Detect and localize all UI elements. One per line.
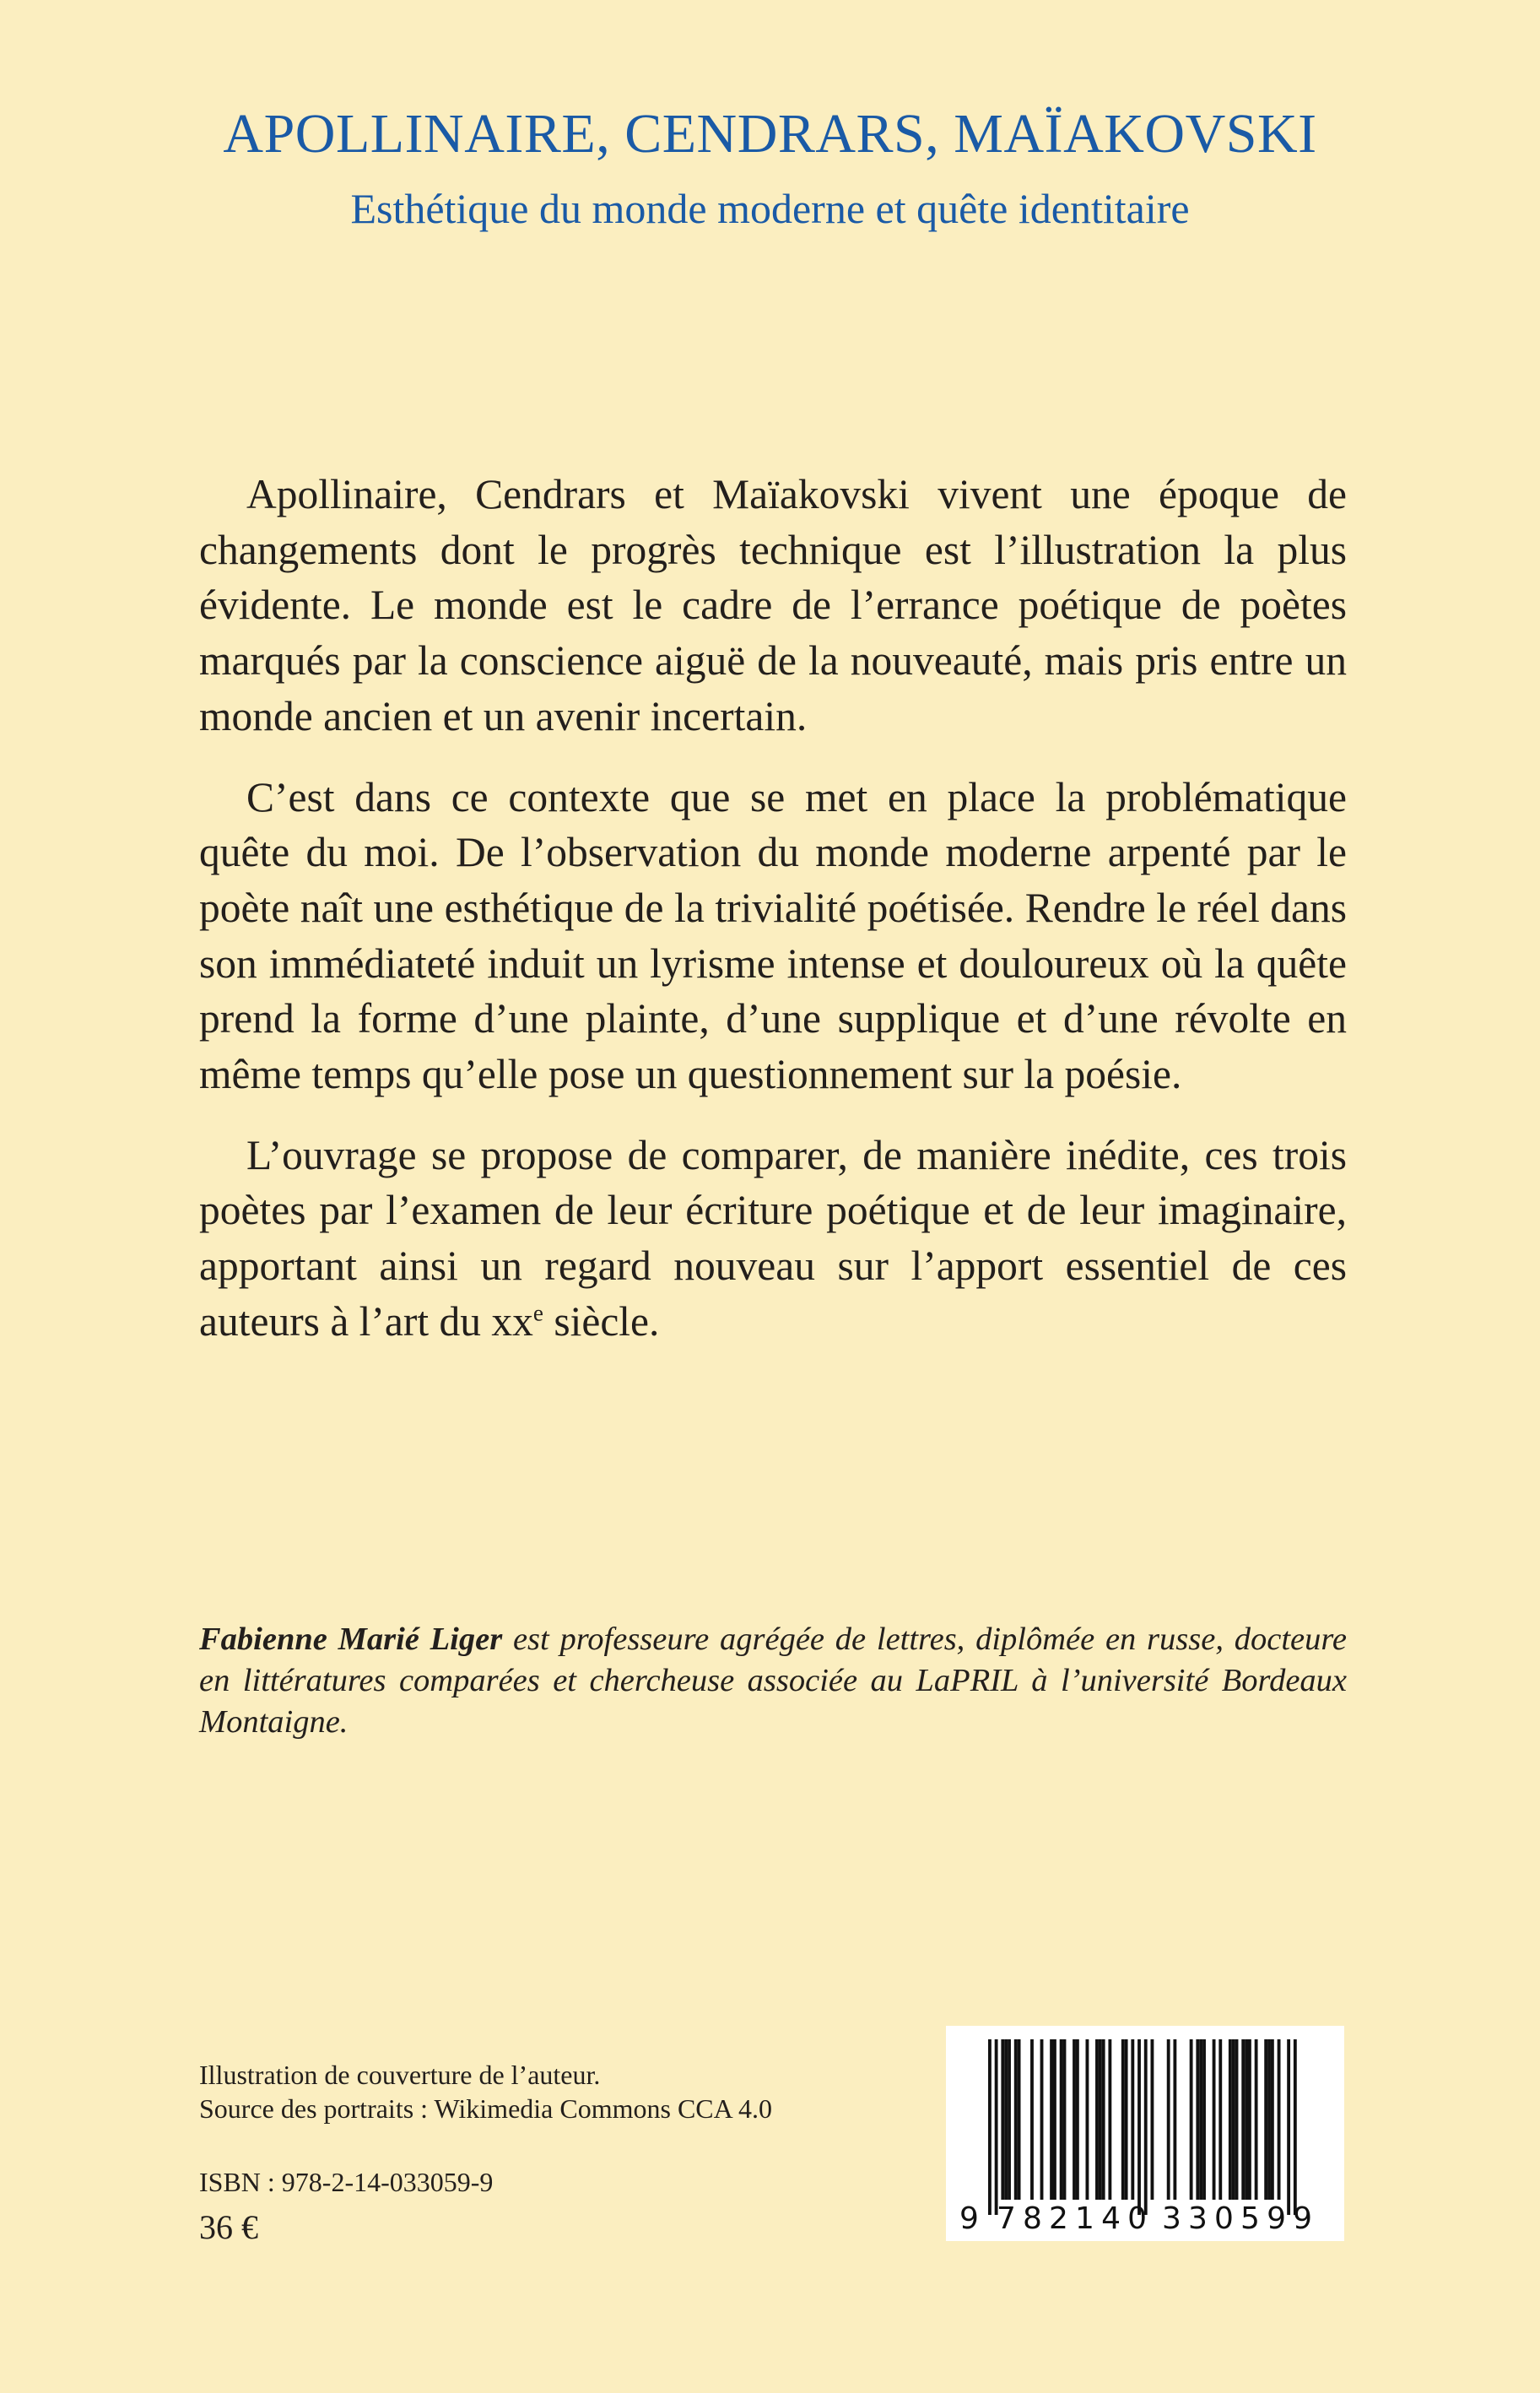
author-name: Fabienne Marié Liger — [199, 1622, 503, 1657]
price: 36 € — [199, 2208, 258, 2246]
barcode-bar — [1121, 2039, 1125, 2200]
barcode-bar — [1196, 2039, 1199, 2200]
credits — [199, 2058, 874, 2125]
barcode-bar — [1248, 2039, 1251, 2200]
portraits-credit: Source des portraits : Wikimedia Commons CCA 4.0 — [199, 2093, 772, 2124]
author-bio — [199, 1619, 1347, 1743]
barcode-right-digits: 330599 — [1162, 2201, 1312, 2236]
barcode-bar — [1232, 2039, 1235, 2200]
illustration-credit: Illustration de couverture de l’auteur. — [199, 2060, 601, 2090]
barcode-graphic — [946, 2026, 1344, 2241]
barcode-bar — [1102, 2039, 1105, 2200]
barcode-bar — [1229, 2039, 1232, 2200]
barcode-bar — [1001, 2039, 1004, 2200]
blurb-paragraph-end: siècle. — [543, 1297, 660, 1345]
barcode-bar — [1235, 2039, 1239, 2200]
barcode-bar — [1190, 2039, 1193, 2200]
barcode-left-digits: 782140 — [997, 2201, 1147, 2236]
barcode-bar — [1060, 2039, 1063, 2200]
barcode-bar — [1241, 2039, 1245, 2200]
barcode-bar — [1108, 2039, 1111, 2200]
barcode-bar — [1151, 2039, 1154, 2200]
barcode-bars — [988, 2039, 1297, 2215]
barcode-bar — [1199, 2039, 1202, 2200]
barcode-bar — [1018, 2039, 1021, 2200]
barcode-bar — [1264, 2039, 1267, 2200]
book-subtitle: Esthétique du monde moderne et quête identitaire — [350, 185, 1190, 232]
barcode-bar — [1073, 2039, 1076, 2200]
barcode-bar — [1144, 2039, 1148, 2215]
barcode-bar — [1063, 2039, 1067, 2200]
barcode-bar — [1287, 2039, 1290, 2215]
barcode-bar — [1131, 2039, 1134, 2200]
barcode-bar — [988, 2039, 992, 2215]
barcode-bar — [1294, 2039, 1297, 2215]
barcode-bar — [1076, 2039, 1079, 2200]
barcode-bar — [1202, 2039, 1206, 2200]
barcode-bar — [1086, 2039, 1089, 2200]
book-title: APOLLINAIRE, CENDRARS, MAÏAKOVSKI — [223, 103, 1317, 165]
author-bio-text: est professeure agrégée de lettres, diplômée en russe, docteure en littératures comparées et chercheuse associée au LaPRIL à l’université Bordeaux Montaigne. — [199, 1622, 1347, 1740]
blurb-paragraph-text: L’ouvrage se propose de comparer, de manière inédite, ces trois poètes par l’examen de leur écriture poétique et de leur imaginaire, apportant ainsi un regard nouveau sur l’apport essentiel de ces auteurs à l’art du xx — [199, 1131, 1347, 1345]
blurb-paragraph: Apollinaire, Cendrars et Maïakovski vivent une époque de changements dont le progrès technique est l’illustration la plus évidente. Le monde est le cadre de l’errance poétique de poètes marqués par la conscience aiguë de la nouveauté, mais pris entre un monde ancien et un avenir incertain. — [199, 471, 1347, 739]
barcode-bar — [1040, 2039, 1044, 2200]
barcode-bar — [1053, 2039, 1056, 2200]
barcode-bar — [1095, 2039, 1099, 2200]
barcode-bar — [1173, 2039, 1176, 2200]
barcode-bar — [1099, 2039, 1102, 2200]
barcode-bar — [1050, 2039, 1053, 2200]
century-superscript: e — [532, 1300, 543, 1326]
barcode-bar — [1267, 2039, 1271, 2200]
barcode-bar — [1245, 2039, 1248, 2200]
barcode-bar — [1255, 2039, 1258, 2200]
barcode-bar — [1004, 2039, 1008, 2200]
blurb-paragraph-last — [199, 1128, 1347, 1350]
barcode — [946, 2026, 1344, 2241]
isbn: ISBN : 978-2-14-033059-9 — [199, 2167, 494, 2197]
barcode-bar — [1271, 2039, 1274, 2200]
barcode-first-digit: 9 — [959, 2201, 979, 2236]
blurb-paragraph: C’est dans ce contexte que se met en place la problématique quête du moi. De l’observation du monde moderne arpenté par le poète naît une esthétique de la trivialité poétisée. Rendre le réel dans son immédiateté induit un lyrisme intense et douloureux où la quête prend la forme d’une plainte, d’une supplique et d’une révolte en même temps qu’elle pose un questionnement sur la poésie. — [199, 773, 1347, 1098]
barcode-bar — [1008, 2039, 1011, 2200]
barcode-bar — [1167, 2039, 1170, 2200]
barcode-bar — [1030, 2039, 1034, 2200]
barcode-bar — [1137, 2039, 1141, 2215]
barcode-bar — [1278, 2039, 1281, 2200]
barcode-bar — [1125, 2039, 1128, 2200]
barcode-bar — [995, 2039, 998, 2215]
barcode-bar — [1218, 2039, 1222, 2200]
blurb — [199, 467, 1347, 1375]
barcode-bar — [1213, 2039, 1216, 2200]
barcode-bar — [1014, 2039, 1018, 2200]
